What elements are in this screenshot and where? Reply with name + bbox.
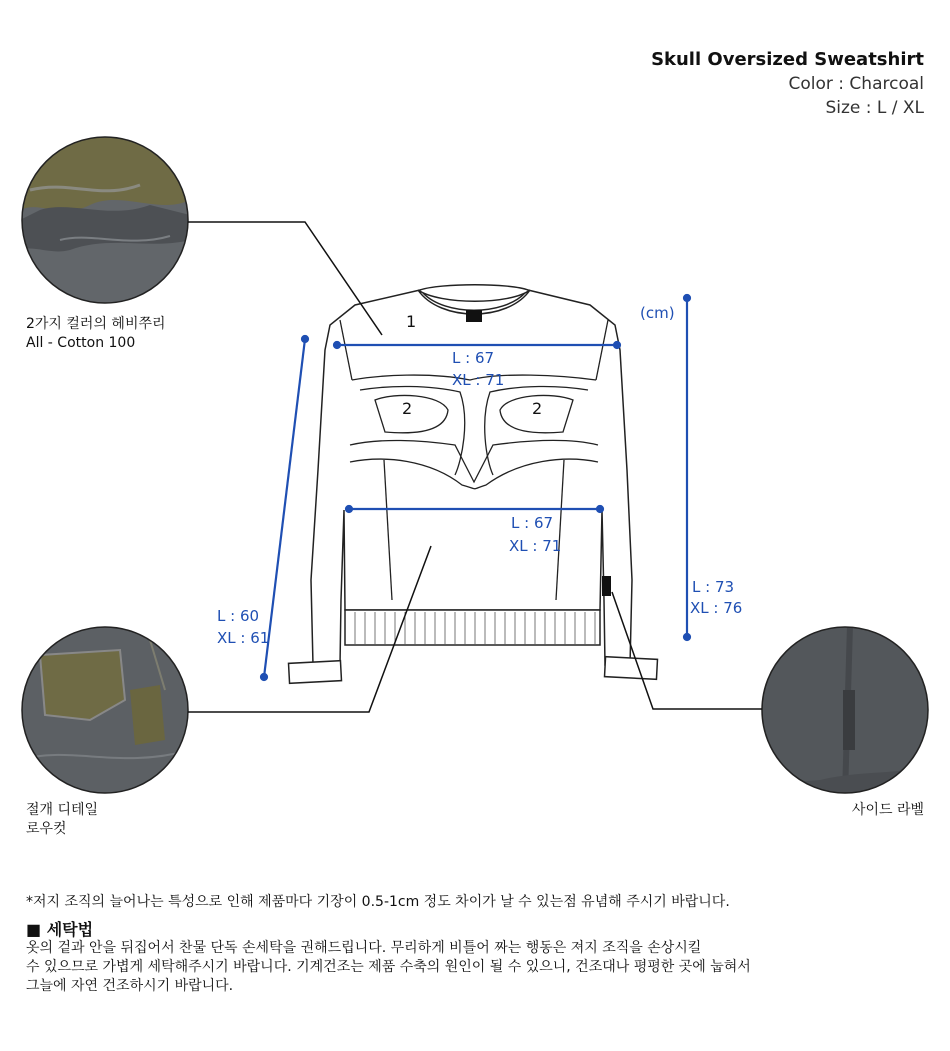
side-label-tag bbox=[602, 576, 611, 596]
unit-label: (cm) bbox=[640, 304, 675, 322]
side-label-caption bbox=[852, 801, 924, 820]
fabric-detail-caption bbox=[26, 315, 166, 353]
length-l-label: L : 73 bbox=[692, 578, 735, 596]
chest-l-label: L : 67 bbox=[452, 349, 495, 367]
fabric-caption-line1: 2가지 컬러의 헤비쭈리 bbox=[26, 316, 166, 332]
product-name: Skull Oversized Sweatshirt bbox=[651, 49, 924, 70]
care-notes bbox=[26, 893, 926, 996]
sleeve-l-label: L : 60 bbox=[217, 607, 260, 625]
neck-tag bbox=[466, 310, 482, 322]
product-color: Color : Charcoal bbox=[788, 74, 924, 94]
cut-detail-photo bbox=[20, 625, 190, 795]
fabric-detail-photo bbox=[20, 135, 190, 305]
zone-number-2-left: 2 bbox=[402, 399, 413, 418]
wash-line-1: 옷의 겉과 안을 뒤집어서 찬물 단독 손세탁을 권해드립니다. 무리하게 비틀어 짜는 행동은 져지 조직을 손상시킬 bbox=[26, 940, 702, 956]
zone-number-1: 1 bbox=[406, 312, 417, 331]
hem-l-label: L : 67 bbox=[511, 514, 554, 532]
product-size: Size : L / XL bbox=[825, 98, 924, 118]
cut-detail-caption bbox=[26, 801, 98, 839]
zone-number-2-right: 2 bbox=[532, 399, 543, 418]
wash-title: ■ 세탁법 bbox=[26, 920, 94, 939]
fabric-caption-line2: All - Cotton 100 bbox=[26, 335, 136, 351]
wash-line-3: 그늘에 자연 건조하시기 바랍니다. bbox=[26, 978, 234, 994]
cut-caption-line1: 절개 디테일 bbox=[26, 802, 99, 818]
size-disclaimer: *저지 조직의 늘어나는 특성으로 인해 제품마다 기장이 0.5-1cm 정도 차이가 날 수 있는점 유념해 주시기 바랍니다. bbox=[26, 894, 730, 910]
side-label-caption-line1: 사이드 라벨 bbox=[851, 802, 924, 818]
wash-line-2: 수 있으므로 가볍게 세탁해주시기 바랍니다. 기계건조는 제품 수축의 원인이 될 수 있으니, 건조대나 평평한 곳에 눕혀서 bbox=[26, 959, 751, 975]
chest-xl-label: XL : 71 bbox=[452, 371, 505, 389]
cut-caption-line2: 로우컷 bbox=[26, 821, 67, 837]
side-label-photo bbox=[760, 625, 930, 795]
length-xl-label: XL : 76 bbox=[690, 599, 743, 617]
sleeve-xl-label: XL : 61 bbox=[217, 629, 270, 647]
hem-xl-label: XL : 71 bbox=[509, 537, 562, 555]
